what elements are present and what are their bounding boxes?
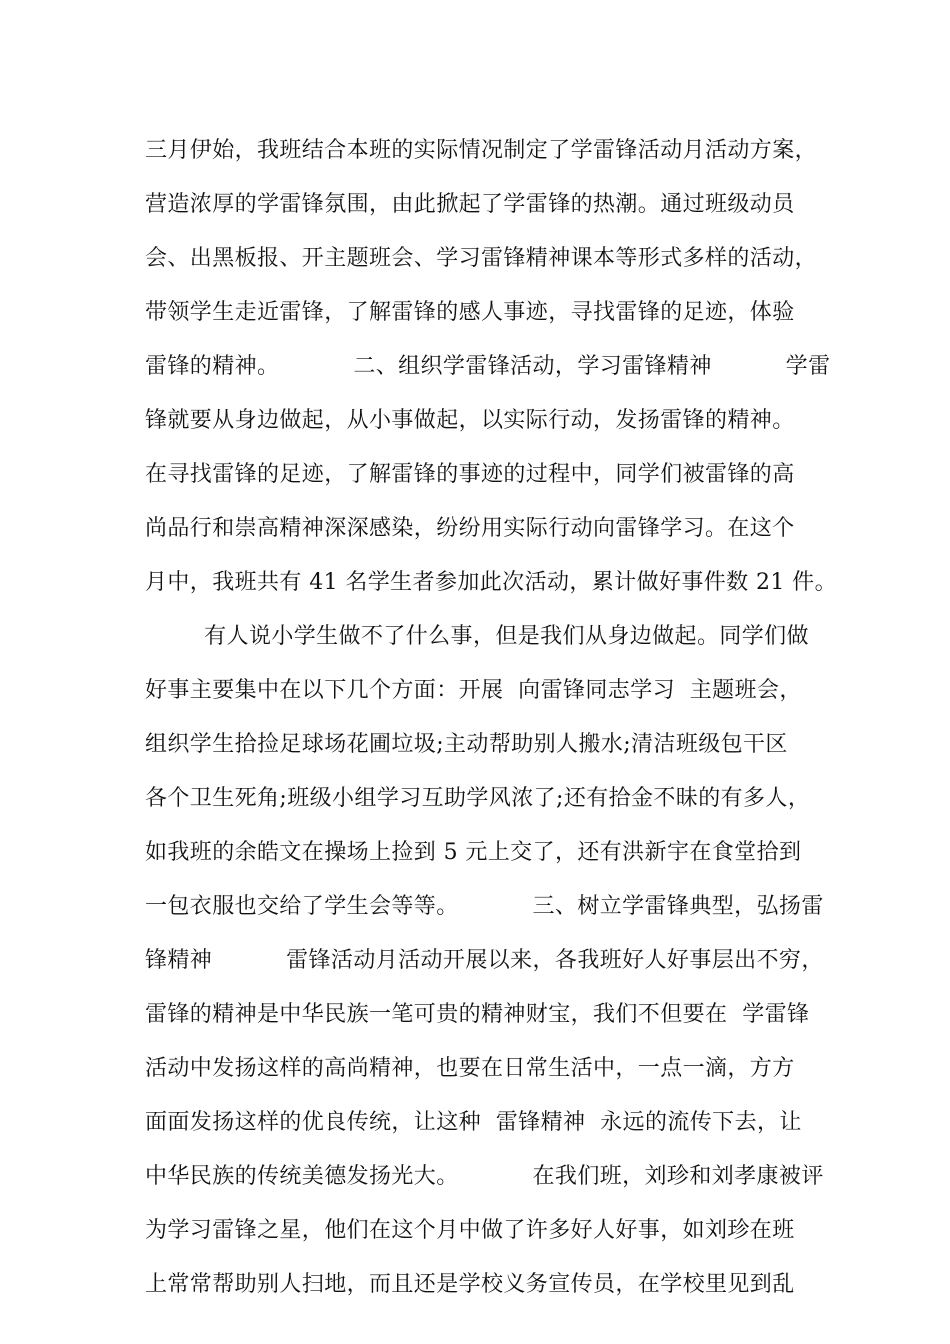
text-line: 一包衣服也交给了学生会等等。 三、树立学雷锋典型，弘扬雷 xyxy=(145,894,824,919)
text-line: 面面发扬这样的优良传统，让这种 雷锋精神 永远的流传下去，让 xyxy=(145,1110,802,1135)
text-line: 中华民族的传统美德发扬光大。 在我们班，刘珍和刘孝康被评 xyxy=(145,1164,824,1189)
text-line: 三月伊始，我班结合本班的实际情况制定了学雷锋活动月活动方案， xyxy=(145,138,818,163)
text-line: 锋就要从身边做起，从小事做起，以实际行动，发扬雷锋的精神。 xyxy=(145,408,795,433)
text-line: 好事主要集中在以下几个方面：开展 向雷锋同志学习 主题班会， xyxy=(145,678,802,703)
text-line: 如我班的余皓文在操场上捡到 5 元上交了，还有洪新宇在食堂拾到 xyxy=(145,840,802,865)
text-line: 带领学生走近雷锋，了解雷锋的感人事迹，寻找雷锋的足迹，体验 xyxy=(145,300,795,325)
text-line: 在寻找雷锋的足迹，了解雷锋的事迹的过程中，同学们被雷锋的高 xyxy=(145,462,795,487)
text-line: 有人说小学生做不了什么事，但是我们从身边做起。同学们做 xyxy=(145,624,809,649)
text-line: 雷锋的精神。 二、组织学雷锋活动，学习雷锋精神 学雷 xyxy=(145,354,831,379)
text-line: 各个卫生死角;班级小组学习互助学风浓了;还有拾金不昧的有多人， xyxy=(145,786,811,811)
text-line: 雷锋的精神是中华民族一笔可贵的精神财宝，我们不但要在 学雷锋 xyxy=(145,1002,810,1027)
text-line: 营造浓厚的学雷锋氛围，由此掀起了学雷锋的热潮。通过班级动员 xyxy=(145,192,795,217)
text-line: 月中，我班共有 41 名学生者参加此次活动，累计做好事件数 21 件。 xyxy=(145,570,837,595)
text-line: 锋精神 雷锋活动月活动开展以来，各我班好人好事层出不穷， xyxy=(145,948,824,973)
text-line: 会、出黑板报、开主题班会、学习雷锋精神课本等形式多样的活动， xyxy=(145,246,818,271)
text-line: 上常常帮助别人扫地，而且还是学校义务宣传员，在学校里见到乱 xyxy=(145,1272,795,1297)
text-line: 组织学生拾捡足球场花圃垃圾;主动帮助别人搬水;清洁班级包干区 xyxy=(145,732,788,757)
body-text xyxy=(145,130,845,1318)
text-line: 为学习雷锋之星，他们在这个月中做了许多好人好事，如刘珍在班 xyxy=(145,1218,795,1243)
text-line: 活动中发扬这样的高尚精神，也要在日常生活中，一点一滴，方方 xyxy=(145,1056,795,1081)
text-line: 尚品行和崇高精神深深感染，纷纷用实际行动向雷锋学习。在这个 xyxy=(145,516,795,541)
